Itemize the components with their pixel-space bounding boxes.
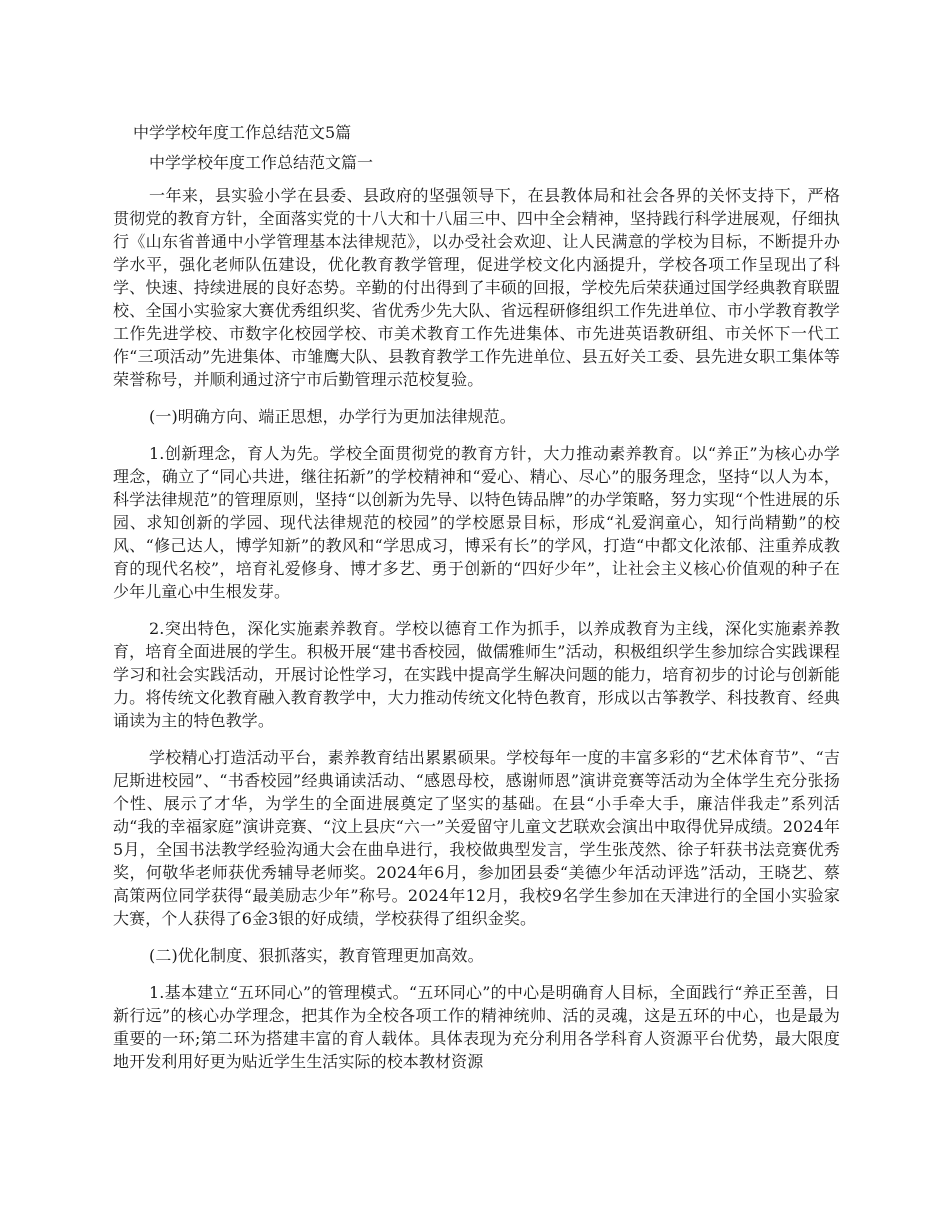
section-heading-2: (二)优化制度、狠抓落实，教育管理更加高效。 xyxy=(149,946,484,965)
section-heading-1: (一)明确方向、端正思想，办学行为更加法律规范。 xyxy=(149,407,516,426)
document-page xyxy=(113,118,840,1096)
paragraph-innovation: 1.创新理念，育人为先。学校全面贯彻党的教育方针，大力推动素养教育。以“养正”为核心办学理念，确立了“同心共进，继往拓新”的学校精神和“爱心、精心、尽心”的服务理念，坚持“以人为本，科学法律规范”的管理原则，坚持“以创新为先导、以特色铸品牌”的办学策略，努力实现“个性进展的乐园、求知创新的学园、现代法律规范的校园”的学校愿景目标，形成“礼爱润童心，知行尚精勤”的校风、“修己达人，博学知新”的教风和“学思成习，博采有长”的学风，打造“中都文化浓郁、注重养成教育的现代名校”，培育礼爱修身、博才多艺、勇于创新的“四好少年”，让社会主义核心价值观的种子在少年儿童心中生根发芽。 xyxy=(113,444,840,601)
document-subtitle: 中学学校年度工作总结范文篇一 xyxy=(149,153,374,172)
paragraph-intro: 一年来，县实验小学在县委、县政府的坚强领导下，在县教体局和社会各界的关怀支持下，严格贯彻党的教育方针，全面落实党的十八大和十八届三中、四中全会精神，坚持践行科学进展观，仔细执行《山东省普通中小学管理基本法律规范》，以办受社会欢迎、让人民满意的学校为目标，不断提升办学水平，强化老师队伍建设，优化教育教学管理，促进学校文化内涵提升，学校各项工作呈现出了科学、快速、持续进展的良好态势。辛勤的付出得到了丰硕的回报，学校先后荣获通过国学经典教育联盟校、全国小实验家大赛优秀组织奖、省优秀少先大队、省远程研修组织工作先进单位、市小学教育教学工作先进学校、市数字化校园学校、市美术教育工作先进集体、市先进英语教研组、市关怀下一代工作“三项活动”先进集体、市雏鹰大队、县教育教学工作先进单位、县五好关工委、县先进女职工集体等荣誉称号，并顺利通过济宁市后勤管理示范校复验。 xyxy=(113,186,840,389)
paragraph-management: 1.基本建立“五环同心”的管理模式。“五环同心”的中心是明确育人目标，全面践行“养正至善，日新行远”的核心办学理念，把其作为全校各项工作的精神统帅、活的灵魂，这是五环的中心，也是最为重要的一环;第二环为搭建丰富的育人载体。具体表现为充分利用各学科育人资源平台优势，最大限度地开发利用好更为贴近学生生活实际的校本教材资源 xyxy=(113,983,840,1071)
paragraph-activities: 学校精心打造活动平台，素养教育结出累累硕果。学校每年一度的丰富多彩的“艺术体育节”、“吉尼斯进校园”、“书香校园”经典诵读活动、“感恩母校，感谢师恩”演讲竞赛等活动为全体学生充分张扬个性、展示了才华，为学生的全面进展奠定了坚实的基础。在县“小手牵大手，廉洁伴我走”系列活动“我的幸福家庭”演讲竞赛、“汶上县庆“六一”关爱留守儿童文艺联欢会演出中取得优异成绩。2024年5月，全国书法教学经验沟通大会在曲阜进行，我校做典型发言，学生张茂然、徐子轩获书法竞赛优秀奖，何敬华老师获优秀辅导老师奖。2024年6月，参加团县委“美德少年活动评选”活动，王晓艺、蔡高策两位同学获得“最美励志少年”称号。2024年12月，我校9名学生参加在天津进行的全国小实验家大赛，个人获得了6金3银的好成绩，学校获得了组织金奖。 xyxy=(113,748,840,928)
document-title: 中学学校年度工作总结范文5篇 xyxy=(133,123,352,142)
paragraph-features: 2.突出特色，深化实施素养教育。学校以德育工作为抓手，以养成教育为主线，深化实施素养教育，培育全面进展的学生。积极开展“建书香校园，做儒雅师生”活动，积极组织学生参加综合实践课程学习和社会实践活动，开展讨论性学习，在实践中提高学生解决问题的能力，培育初步的讨论与创新能力。将传统文化教育融入教育教学中，大力推动传统文化特色教育，形成以古筝教学、科技教育、经典诵读为主的特色教学。 xyxy=(113,619,840,730)
